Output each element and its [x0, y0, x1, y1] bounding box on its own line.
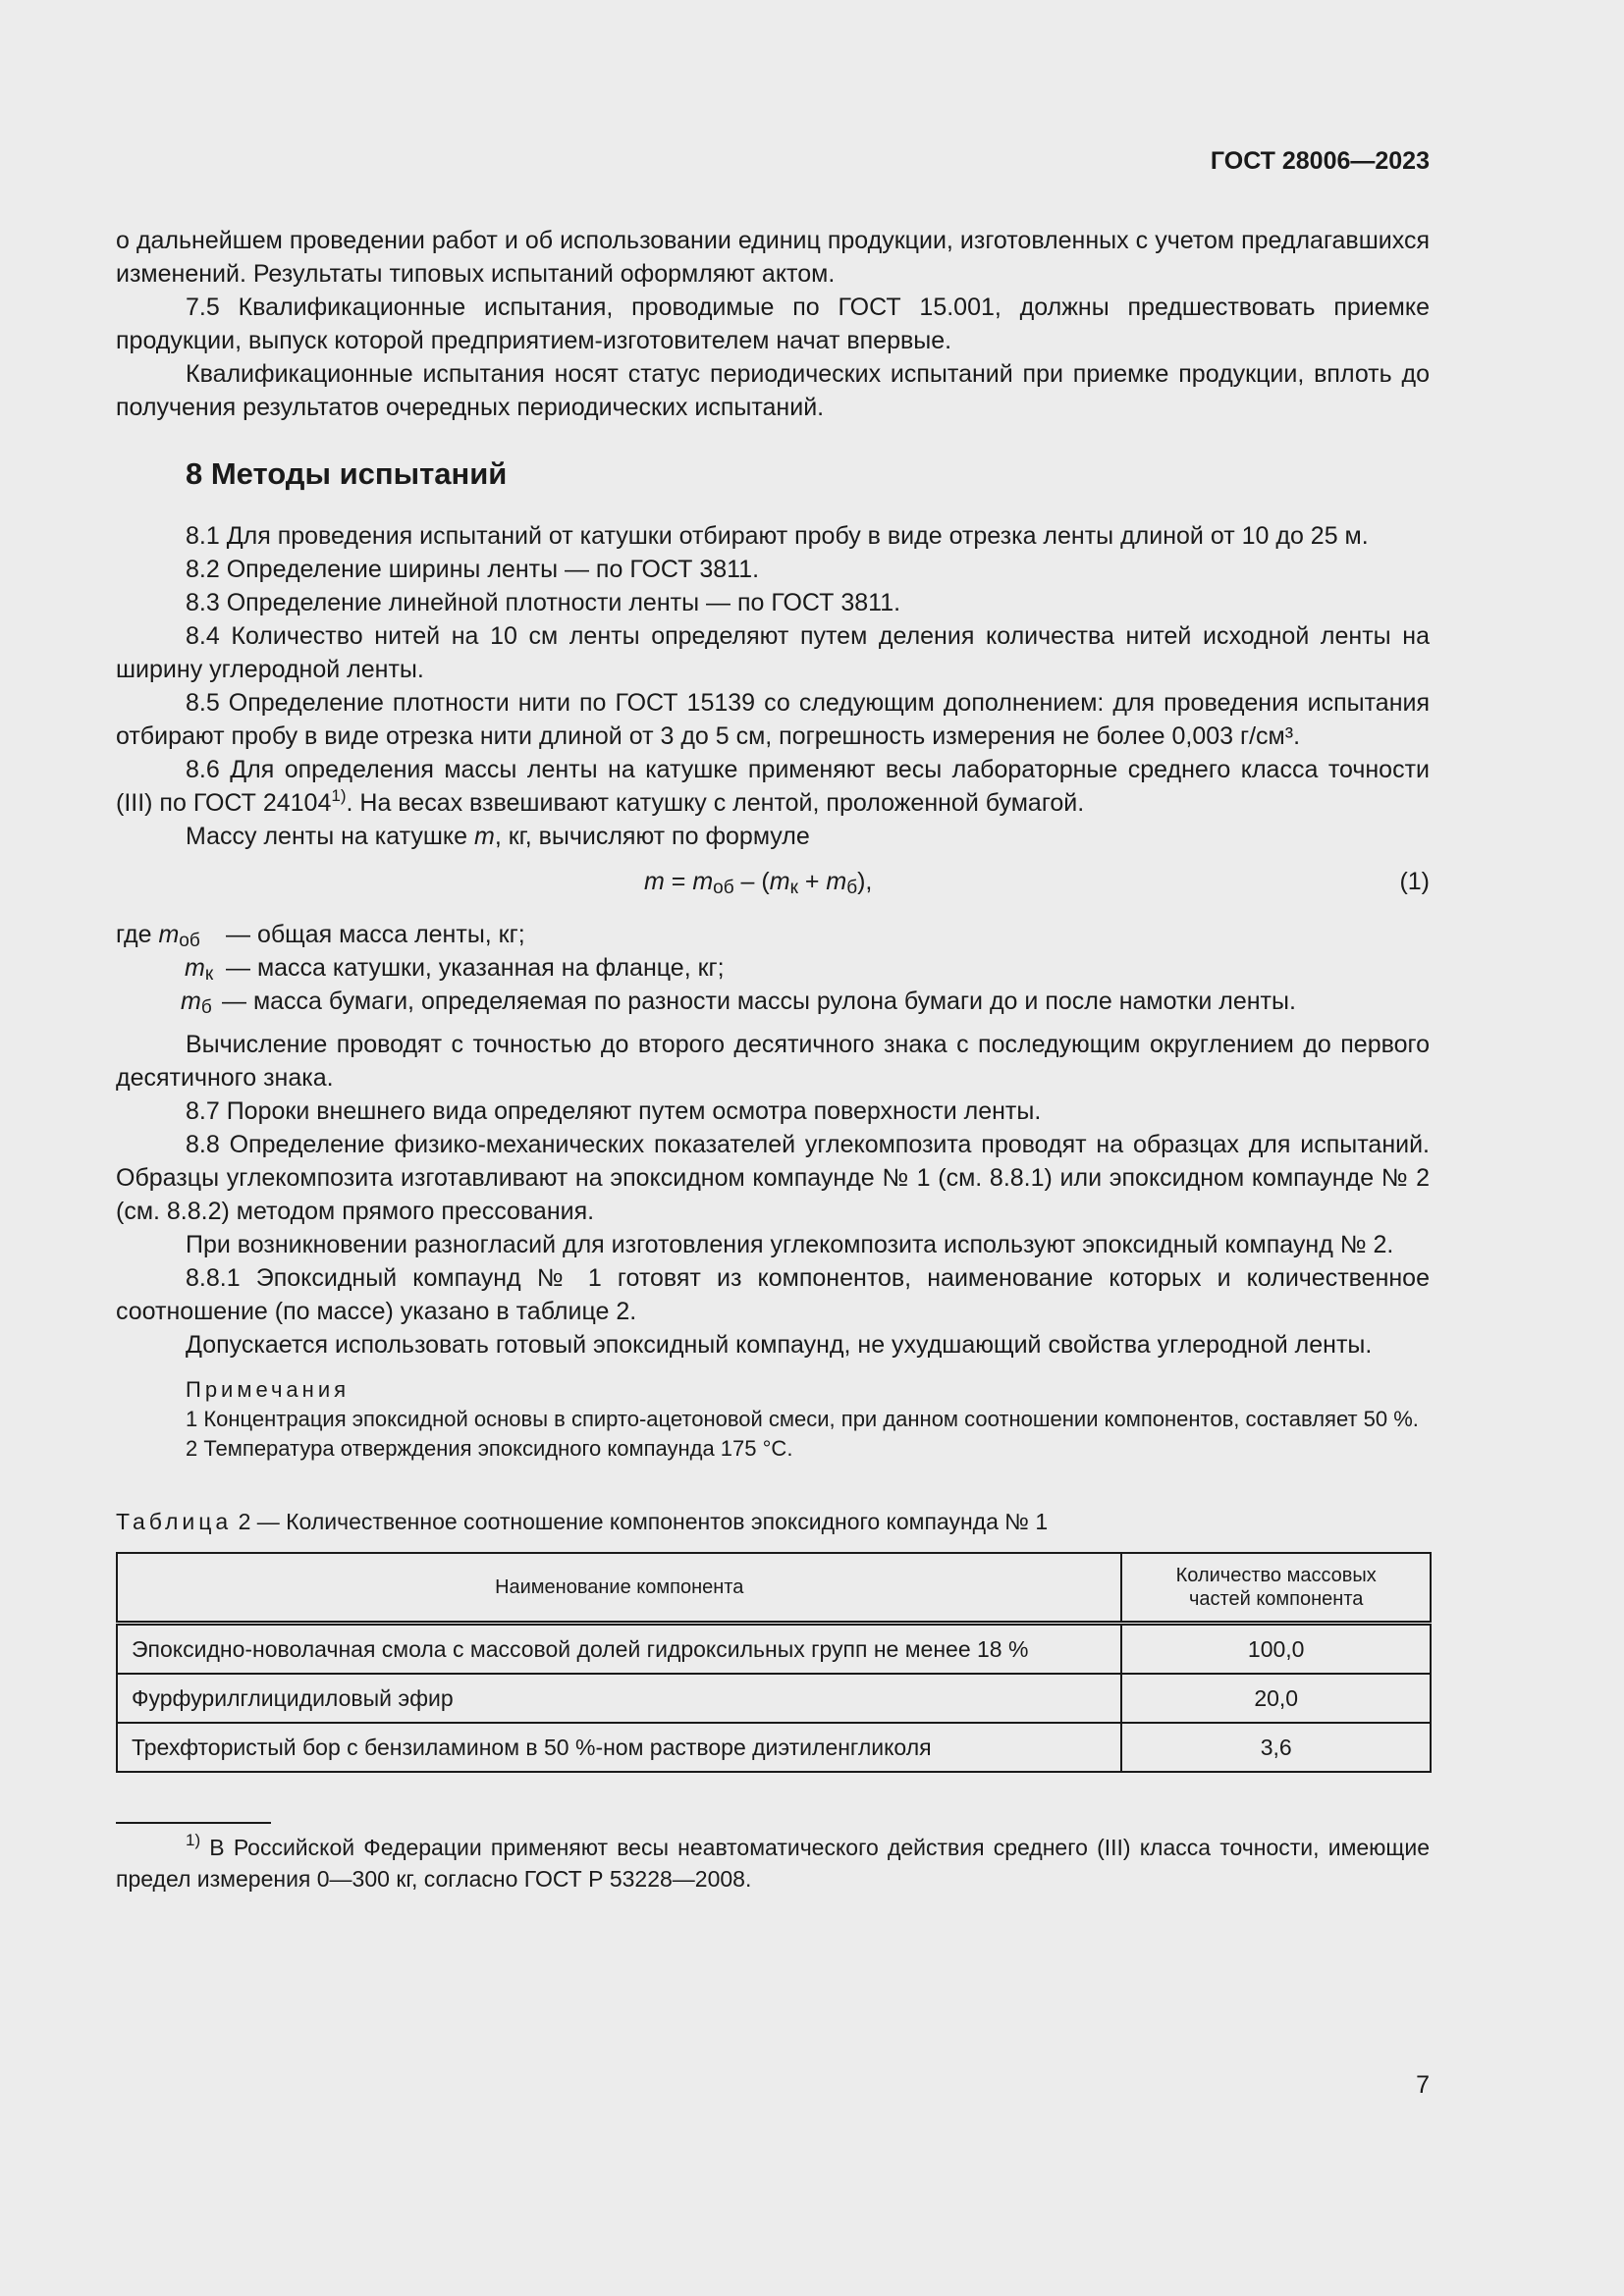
paragraph-8-8: 8.8 Определение физико-механических показателей углекомпозита проводят на образцах для испытаний. Образцы углекомпозита изготавливают на эпоксидном компаунде № 1 (см. 8.8.1) или эпоксидном компаунде № 2 (см. 8.8.2) методом прямого прессования. — [116, 1131, 1430, 1225]
formula-equals: = — [664, 868, 693, 895]
mass-variable: m — [473, 823, 495, 850]
where-text: — масса катушки, указанная на фланце, кг; — [226, 954, 725, 982]
where-label — [185, 951, 213, 985]
footnote-divider — [116, 1822, 271, 1824]
table-row — [117, 1674, 1431, 1723]
components-table — [116, 1552, 1432, 1773]
where-sub: об — [179, 931, 200, 951]
formula-number: (1) — [1399, 868, 1430, 895]
table-cell-quantity: 3,6 — [1121, 1723, 1431, 1772]
formula-plus: + — [797, 868, 827, 895]
paragraph-8-6-text-a: 8.6 Для определения массы ленты на катушке применяют весы лабораторные среднего класса точности (III) по ГОСТ 24104 — [116, 756, 1430, 817]
mass-intro-text-b: , кг, вычисляют по формуле — [494, 823, 810, 850]
where-item-m-b — [116, 985, 1430, 1018]
page-content — [116, 224, 1430, 1895]
table-row — [117, 1723, 1431, 1772]
table-header-quantity-line1: Количество массовых — [1175, 1565, 1377, 1586]
formula-close: ), — [857, 868, 873, 895]
disagreement-paragraph: При возникновении разногласий для изготовления углекомпозита используют эпоксидный компаунд № 2. — [186, 1231, 1394, 1258]
where-sub: к — [204, 964, 214, 985]
formula-m-ob: m — [692, 868, 714, 895]
formula-expression — [644, 865, 872, 898]
where-prefix: где — [116, 921, 159, 948]
where-label — [181, 985, 212, 1018]
table-caption — [116, 1505, 1430, 1538]
calculation-paragraph: Вычисление проводят с точностью до второго десятичного знака с последующим округлением до первого десятичного знака. — [116, 1031, 1430, 1092]
table-header-quantity-line2: частей компонента — [1189, 1588, 1364, 1610]
paragraph-8-2: 8.2 Определение ширины ленты — по ГОСТ 3811. — [186, 556, 760, 583]
where-text: — общая масса ленты, кг; — [226, 921, 525, 948]
where-var: m — [181, 988, 201, 1015]
where-var: m — [185, 954, 205, 982]
footnote — [116, 1832, 1430, 1895]
table-header-quantity — [1121, 1553, 1431, 1624]
footnote-text: В Российской Федерации применяют весы неавтоматического действия среднего (III) класса точности, имеющие предел измерения 0—300 кг, согласно ГОСТ Р 53228—2008. — [116, 1835, 1430, 1892]
formula-1 — [116, 865, 1430, 904]
mass-formula-intro — [116, 820, 1430, 853]
mass-intro-text-a: Массу ленты на катушке — [186, 823, 474, 850]
paragraph-8-5: 8.5 Определение плотности нити по ГОСТ 15139 со следующим дополнением: для проведения испытания отбирают пробу в виде отрезка нити длиной от 3 до 5 см, погрешность измерения не более 0,003 г/см³. — [116, 689, 1430, 750]
table-cell-quantity: 100,0 — [1121, 1624, 1431, 1675]
paragraph-8-1: 8.1 Для проведения испытаний от катушки отбирают пробу в виде отрезка ленты длиной от 10 до 25 м. — [186, 522, 1369, 550]
table-cell-quantity: 20,0 — [1121, 1674, 1431, 1723]
formula-m: m — [644, 868, 665, 895]
where-label — [116, 918, 200, 951]
notes-title: Примечания — [186, 1377, 351, 1402]
paragraph-8-6 — [116, 753, 1430, 820]
table-caption-word: Таблица — [116, 1509, 233, 1534]
formula-sub-ob: об — [713, 878, 734, 898]
document-header: ГОСТ 28006—2023 — [1210, 147, 1430, 175]
table-cell-component: Эпоксидно-новолачная смола с массовой долей гидроксильных групп не менее 18 % — [117, 1624, 1121, 1675]
paragraph-7-5: 7.5 Квалификационные испытания, проводимые по ГОСТ 15.001, должны предшествовать приемке продукции, выпуск которой предприятием-изготовителем начат впервые. — [116, 294, 1430, 354]
paragraph-8-6-text-b: . На весах взвешивают катушку с лентой, проложенной бумагой. — [346, 789, 1085, 817]
note-2: 2 Температура отверждения эпоксидного компаунда 175 °С. — [186, 1436, 793, 1461]
page-number: 7 — [1416, 2071, 1430, 2099]
formula-m-k: m — [769, 868, 790, 895]
table-row — [117, 1624, 1431, 1675]
notes-block — [116, 1375, 1430, 1464]
note-1: 1 Концентрация эпоксидной основы в спирто-ацетоновой смеси, при данном соотношении компонентов, составляет 50 %. — [186, 1407, 1419, 1431]
where-var: m — [158, 921, 180, 948]
paragraph-8-4: 8.4 Количество нитей на 10 см ленты определяют путем деления количества нитей исходной ленты на ширину углеродной ленты. — [116, 622, 1430, 683]
section-heading: 8 Методы испытаний — [186, 456, 508, 491]
formula-m-b: m — [826, 868, 847, 895]
intro-paragraph-1: о дальнейшем проведении работ и об использовании единиц продукции, изготовленных с учетом предлагавшихся изменений. Результаты типовых испытаний оформляют актом. — [116, 227, 1430, 288]
intro-paragraph-3: Квалификационные испытания носят статус периодических испытаний при приемке продукции, вплоть до получения результатов очередных периодических испытаний. — [116, 360, 1430, 421]
table-header-component: Наименование компонента — [117, 1553, 1121, 1624]
table-header-row — [117, 1553, 1431, 1624]
formula-minus: – ( — [733, 868, 770, 895]
footnote-mark: 1) — [186, 1831, 201, 1849]
allowed-paragraph: Допускается использовать готовый эпоксидный компаунд, не ухудшающий свойства углеродной ленты. — [186, 1331, 1373, 1359]
paragraph-8-7: 8.7 Пороки внешнего вида определяют путем осмотра поверхности ленты. — [186, 1097, 1042, 1125]
table-cell-component: Фурфурилглицидиловый эфир — [117, 1674, 1121, 1723]
where-item-m-k — [116, 951, 1430, 985]
table-cell-component: Трехфтористый бор с бензиламином в 50 %-ном растворе диэтиленгликоля — [117, 1723, 1121, 1772]
formula-sub-k: к — [789, 878, 798, 898]
paragraph-8-8-1: 8.8.1 Эпоксидный компаунд № 1 готовят из компонентов, наименование которых и количественное соотношение (по массе) указано в таблице 2. — [116, 1264, 1430, 1325]
formula-sub-b: б — [846, 878, 858, 898]
where-item-m-ob — [116, 918, 1430, 951]
paragraph-8-3: 8.3 Определение линейной плотности ленты — по ГОСТ 3811. — [186, 589, 901, 616]
table-caption-text: 2 — Количественное соотношение компонентов эпоксидного компаунда № 1 — [238, 1509, 1049, 1534]
footnote-ref-mark: 1) — [331, 786, 347, 805]
where-text: — масса бумаги, определяемая по разности массы рулона бумаги до и после намотки ленты. — [222, 988, 1296, 1015]
where-sub: б — [200, 997, 212, 1018]
